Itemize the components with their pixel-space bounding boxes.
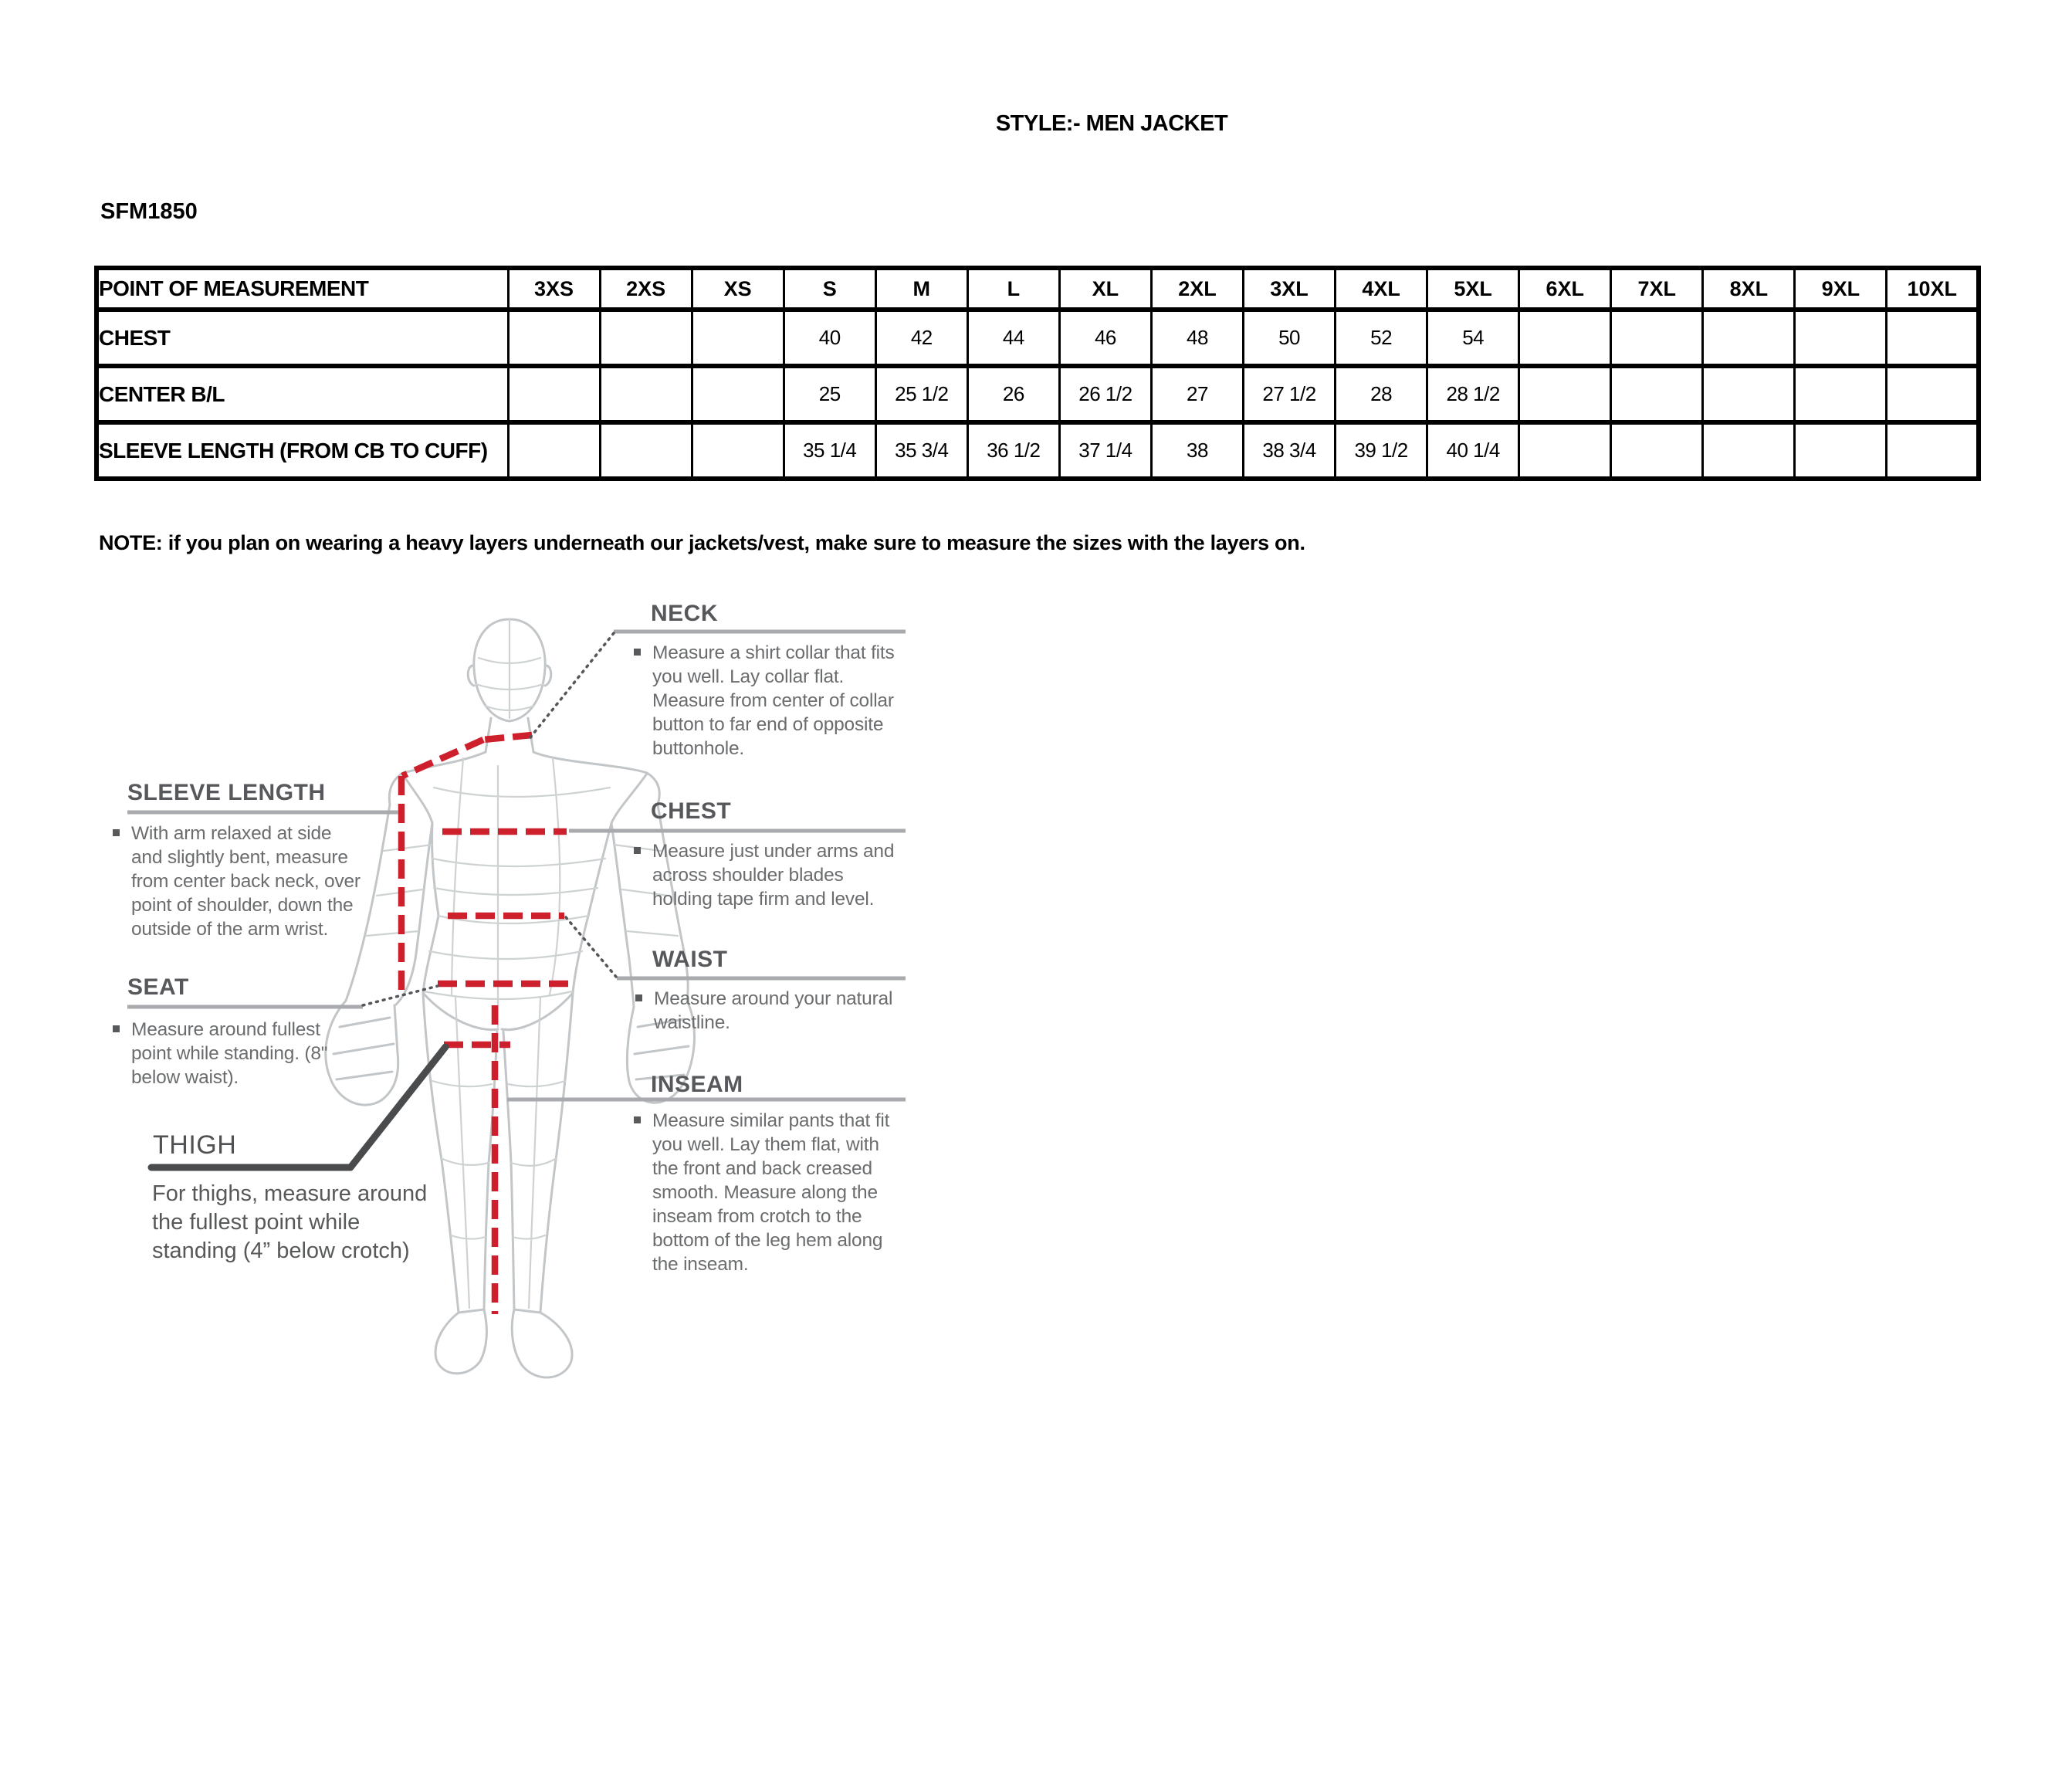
cell: 28 bbox=[1336, 366, 1427, 422]
cell: 25 bbox=[784, 366, 875, 422]
cell: 39 1/2 bbox=[1336, 422, 1427, 479]
inseam-section-text: Measure similar pants that fit you well. Lay them flat, with the front and back creased smooth. Measure along the inseam from crotch to the bottom of the leg hem along the inseam. bbox=[652, 1109, 907, 1276]
seat-section-title: SEAT bbox=[127, 974, 189, 1000]
cell: 38 bbox=[1151, 422, 1243, 479]
thigh-section-title: THIGH bbox=[153, 1130, 237, 1160]
cell: 50 bbox=[1244, 310, 1336, 366]
column-header: 10XL bbox=[1887, 268, 1979, 310]
waist-section-text: Measure around your natural waistline. bbox=[654, 987, 901, 1035]
chest-section-title: CHEST bbox=[651, 798, 732, 824]
cell: 38 3/4 bbox=[1244, 422, 1336, 479]
column-header: 2XL bbox=[1151, 268, 1243, 310]
column-header: 2XS bbox=[600, 268, 692, 310]
column-header: POINT OF MEASUREMENT bbox=[96, 268, 508, 310]
column-header: XL bbox=[1059, 268, 1151, 310]
cell: 35 3/4 bbox=[875, 422, 967, 479]
waist-section-title: WAIST bbox=[652, 947, 728, 972]
cell: 48 bbox=[1151, 310, 1243, 366]
row-label: SLEEVE LENGTH (FROM CB TO CUFF) bbox=[96, 422, 508, 479]
cell: 44 bbox=[967, 310, 1059, 366]
seat-section-text: Measure around fullest point while standing. (8" below waist). bbox=[131, 1018, 347, 1089]
cell: 26 bbox=[967, 366, 1059, 422]
column-header: 7XL bbox=[1611, 268, 1703, 310]
cell: 40 1/4 bbox=[1427, 422, 1519, 479]
waist-leader-line bbox=[566, 917, 616, 977]
cell: 26 1/2 bbox=[1059, 366, 1151, 422]
cell: 35 1/4 bbox=[784, 422, 875, 479]
column-header: XS bbox=[692, 268, 784, 310]
page-title: STYLE:- MEN JACKET bbox=[995, 111, 1228, 136]
cell: 54 bbox=[1427, 310, 1519, 366]
column-header: 8XL bbox=[1703, 268, 1795, 310]
cell: 37 1/4 bbox=[1059, 422, 1151, 479]
cell: 42 bbox=[875, 310, 967, 366]
cell: 40 bbox=[784, 310, 875, 366]
column-header: L bbox=[967, 268, 1059, 310]
neck-dash-line bbox=[483, 735, 532, 740]
neck-section-title: NECK bbox=[651, 601, 719, 626]
cell: 52 bbox=[1336, 310, 1427, 366]
column-header: 5XL bbox=[1427, 268, 1519, 310]
column-header: 3XL bbox=[1244, 268, 1336, 310]
neck-section-text: Measure a shirt collar that fits you well. Lay collar flat. Measure from center of collar button to far end of opposite buttonhole. bbox=[652, 641, 907, 761]
column-header: 4XL bbox=[1336, 268, 1427, 310]
cell: 25 1/2 bbox=[875, 366, 967, 422]
cell: 27 1/2 bbox=[1244, 366, 1336, 422]
column-header: S bbox=[784, 268, 875, 310]
row-label: CENTER B/L bbox=[96, 366, 508, 422]
style-code: SFM1850 bbox=[100, 199, 198, 224]
thigh-section-text: For thighs, measure around the fullest point while standing (4” below crotch) bbox=[152, 1181, 428, 1263]
chest-section-text: Measure just under arms and across shoulder blades holding tape firm and level. bbox=[652, 839, 907, 911]
cell: 27 bbox=[1151, 366, 1243, 422]
column-header: 6XL bbox=[1519, 268, 1611, 310]
row-label: CHEST bbox=[96, 310, 508, 366]
sleeve-length-section-title: SLEEVE LENGTH bbox=[127, 780, 326, 805]
cell: 36 1/2 bbox=[967, 422, 1059, 479]
column-header: 9XL bbox=[1795, 268, 1887, 310]
cell: 28 1/2 bbox=[1427, 366, 1519, 422]
note-text: NOTE: if you plan on wearing a heavy layers underneath our jackets/vest, make sure to measure the sizes with the layers on. bbox=[99, 531, 1305, 554]
cell: 46 bbox=[1059, 310, 1151, 366]
column-header: M bbox=[875, 268, 967, 310]
sleeve-length-section-text: With arm relaxed at side and slightly bent, measure from center back neck, over point of shoulder, down the outside of the arm wrist. bbox=[131, 822, 367, 941]
column-header: 3XS bbox=[508, 268, 600, 310]
inseam-section-title: INSEAM bbox=[651, 1072, 743, 1097]
